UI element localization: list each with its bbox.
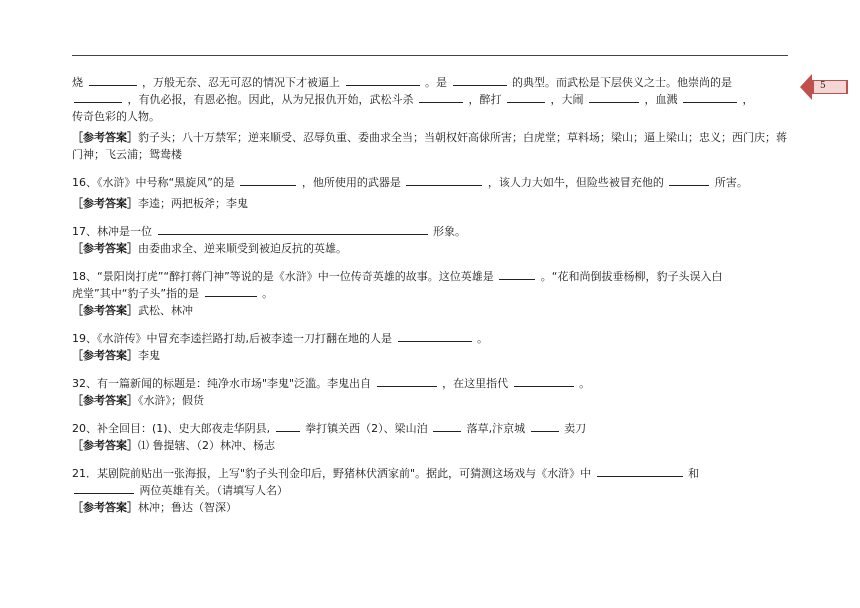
answer-text: 武松、林冲 <box>138 304 193 317</box>
question-text: 拳打镇关西（2）、梁山泊 <box>305 422 428 435</box>
page-number: 5 <box>820 81 826 91</box>
fill-blank <box>453 74 507 86</box>
question-16 <box>72 174 790 191</box>
fill-blank <box>240 174 296 186</box>
fill-blank <box>158 223 428 235</box>
answer-label: ［参考答案］ <box>72 439 138 452</box>
question-text: 16、《水浒》中号称“黑旋风”的是 <box>72 176 235 189</box>
fill-blank <box>406 174 482 186</box>
answer-text: 李鬼 <box>138 349 160 362</box>
intro-text: ，大闹 <box>550 93 584 106</box>
question-text: 20、补全回目：(1)、史大郎夜走华阴县, <box>72 422 271 435</box>
answer-label: ［参考答案］ <box>72 131 138 144</box>
fill-blank <box>398 330 472 342</box>
question-text: 两位英雄有关。（请填写人名） <box>139 484 288 497</box>
question-text: 形象。 <box>433 225 466 238</box>
question-text: 所害。 <box>714 176 748 189</box>
answer-label: ［参考答案］ <box>72 304 138 317</box>
answer-line <box>72 195 790 212</box>
answer-line <box>72 129 790 163</box>
question-text: 21．某剧院前贴出一张海报，上写"豹子头刊金印后，野猪林伏洒家前"。据此，可猜测这场戏与《水浒》中 <box>72 467 592 480</box>
answer-label: ［参考答案］ <box>72 394 138 407</box>
intro-paragraph <box>72 74 790 125</box>
answer-label: ［参考答案］ <box>72 242 138 255</box>
fill-blank <box>683 91 737 103</box>
answer-line <box>72 392 790 409</box>
answer-text: 豹子头；八十万禁军；逆来顺受、忍辱负重、委曲求全当；当朝权奸高俅所害；白虎堂；草料场；梁山；逼上梁山；忠义；西门庆；蒋门神；飞云浦；鸳鸯楼 <box>72 131 787 161</box>
question-text: ，该人力大如牛，但险些被冒充他的 <box>487 176 664 189</box>
intro-text: ，有仇必报，有恩必抱。因此，从为兄报仇开始，武松斗杀 <box>127 93 414 106</box>
question-32 <box>72 375 790 392</box>
answer-text: 林冲；鲁达（智深） <box>138 501 237 514</box>
answer-text: 李逵；两把板斧；李鬼 <box>138 197 248 210</box>
intro-text: ，醉打 <box>468 93 502 106</box>
fill-blank <box>419 91 463 103</box>
fill-blank <box>514 375 574 387</box>
question-text: 和 <box>688 467 700 480</box>
answer-line <box>72 240 790 257</box>
question-text: 。“花和尚倒拔垂杨柳，豹子头误入白 <box>540 270 723 283</box>
intro-text: 传奇色彩的人物。 <box>72 110 160 123</box>
question-text: 。 <box>477 332 488 345</box>
answer-line <box>72 302 790 319</box>
intro-text: ，万般无奈、忍无可忍的情况下才被逼上 <box>142 76 340 89</box>
question-text: 落草,汴京城 <box>466 422 526 435</box>
fill-blank <box>507 91 545 103</box>
answer-label: ［参考答案］ <box>72 501 138 514</box>
answer-label: ［参考答案］ <box>72 349 138 362</box>
header-rule <box>72 55 788 56</box>
answer-text: 《水浒》；假货 <box>138 394 204 407</box>
intro-text: ， <box>742 93 754 106</box>
question-text: 32、有一篇新闻的标题是：纯净水市场"李鬼"泛滥。李鬼出自 <box>72 377 372 390</box>
fill-blank <box>89 74 137 86</box>
answer-text: ⑴ 鲁提辖、（2）林冲、杨志 <box>138 439 275 452</box>
question-19 <box>72 330 790 347</box>
intro-text: ，血溅 <box>644 93 678 106</box>
fill-blank <box>74 91 122 103</box>
fill-blank <box>433 420 461 432</box>
intro-text: 烧 <box>72 76 83 89</box>
fill-blank <box>589 91 639 103</box>
question-text: 。 <box>579 377 591 390</box>
question-21 <box>72 465 790 499</box>
question-text: 18、“景阳岗打虎”“醉打蒋门神”等说的是《水浒》中一位传奇英雄的故事。这位英雄是 <box>72 270 494 283</box>
answer-text: 由委曲求全、逆来顺受到被迫反抗的英雄。 <box>138 242 347 255</box>
fill-blank <box>597 465 683 477</box>
question-text: 。 <box>262 287 274 300</box>
answer-line <box>72 499 790 516</box>
question-text: 虎堂”其中“豹子头”指的是 <box>72 287 200 300</box>
fill-blank <box>74 482 134 494</box>
answer-label: ［参考答案］ <box>72 197 138 210</box>
answer-line <box>72 347 790 364</box>
question-text: 17、林冲是一位 <box>72 225 152 238</box>
question-text: ，在这里指代 <box>442 377 509 390</box>
question-text: 19、《水浒传》中冒充李逵拦路打劫,后被李逵一刀打翻在地的人是 <box>72 332 392 345</box>
fill-blank <box>669 174 709 186</box>
document-body <box>72 74 790 516</box>
intro-text: 。是 <box>425 76 447 89</box>
fill-blank <box>276 420 300 432</box>
question-17 <box>72 223 790 240</box>
intro-text: 的典型。而武松是下层侠义之士。他崇尚的是 <box>512 76 732 89</box>
fill-blank <box>205 285 257 297</box>
question-20 <box>72 420 790 437</box>
fill-blank <box>499 268 535 280</box>
question-text: ，他所使用的武器是 <box>301 176 401 189</box>
question-18 <box>72 268 790 302</box>
fill-blank <box>531 420 559 432</box>
fill-blank <box>377 375 437 387</box>
answer-line <box>72 437 790 454</box>
question-text: 卖刀 <box>564 422 587 435</box>
fill-blank <box>346 74 420 86</box>
